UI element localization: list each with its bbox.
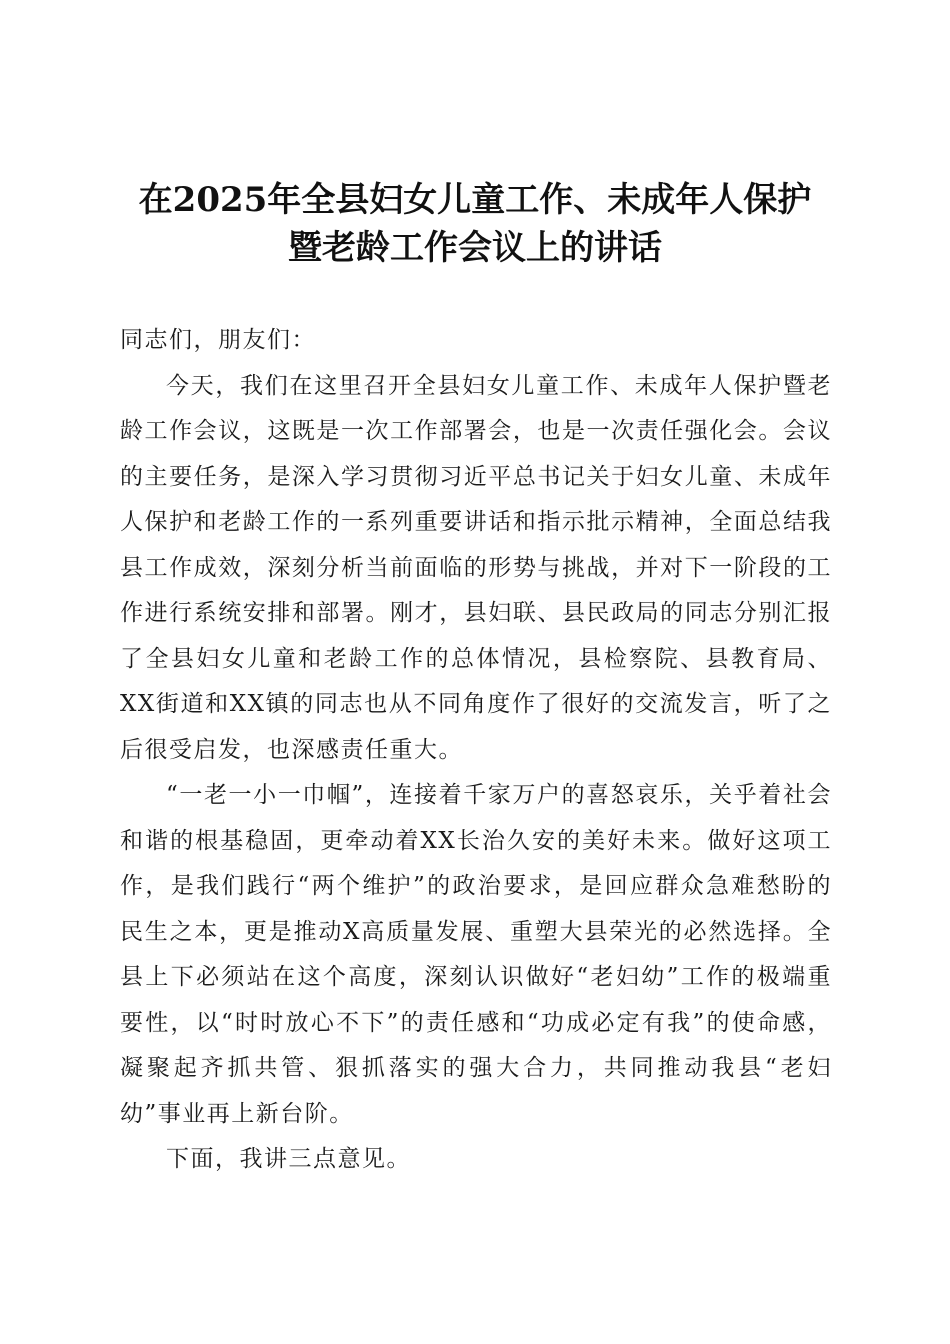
title-line-1: 在2025年全县妇女儿童工作、未成年人保护 [138,180,812,220]
document-body [120,318,832,1183]
paragraph-transition: 下面，我讲三点意见。 [166,1146,411,1172]
document-title [100,176,850,272]
title-line-2: 暨老龄工作会议上的讲话 [288,228,662,268]
paragraph-opening: 今天，我们在这里召开全县妇女儿童工作、未成年人保护暨老龄工作会议，这既是一次工作部署会，也是一次责任强化会。会议的主要任务，是深入学习贯彻习近平总书记关于妇女儿童、未成年人保护和老龄工作的一系列重要讲话和指示批示精神，全面总结我县工作成效，深刻分析当前面临的形势与挑战，并对下一阶段的工作进行系统安排和部署。刚才，县妇联、县民政局的同志分别汇报了全县妇女儿童和老龄工作的总体情况，县检察院、县教育局、XX街道和XX镇的同志也从不同角度作了很好的交流发言，听了之后很受启发，也深感责任重大。 [120,372,832,763]
paragraph-significance: “一老一小一巾帼”，连接着千家万户的喜怒哀乐，关乎着社会和谐的根基稳固，更牵动着XX长治久安的美好未来。做好这项工作，是我们践行“两个维护”的政治要求，是回应群众急难愁盼的民生之本，更是推动X高质量发展、重塑大县荣光的必然选择。全县上下必须站在这个高度，深刻认识做好“老妇幼”工作的极端重要性，以“时时放心不下”的责任感和“功成必定有我”的使命感，凝聚起齐抓共管、狠抓落实的强大合力，共同推动我县“老妇幼”事业再上新台阶。 [120,782,832,1127]
salutation: 同志们，朋友们： [120,327,316,353]
